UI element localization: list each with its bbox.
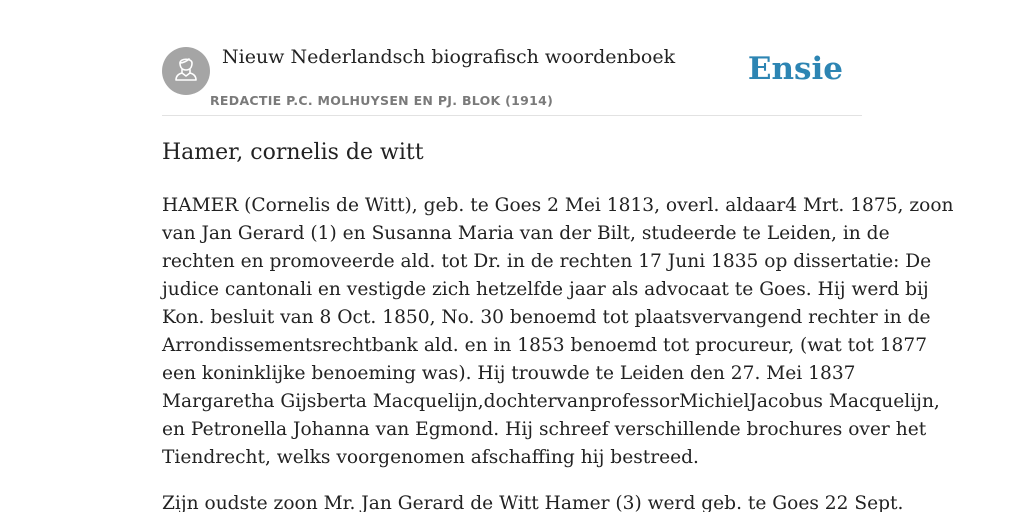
- text-line: Arrondissementsrechtbank ald. en in 1853 benoemd tot procureur, (wat tot 1877: [162, 335, 928, 356]
- book-title[interactable]: Nieuw Nederlandsch biografisch woordenboek: [222, 46, 676, 68]
- text-line: en Petronella Johanna van Egmond. Hij schreef verschillende brochures over het: [162, 419, 927, 440]
- entry-paragraph: [162, 490, 904, 512]
- text-line: Kon. besluit van 8 Oct. 1850, No. 30 benoemd tot plaatsvervangend rechter in de: [162, 307, 931, 328]
- text-line: Zijn oudste zoon Mr. Jan Gerard de Witt Hamer (3) werd geb. te Goes 22 Sept.: [162, 493, 904, 512]
- text-line: van Jan Gerard (1) en Susanna Maria van der Bilt, studeerde te Leiden, in de: [162, 223, 890, 244]
- book-editors: REDACTIE P.C. MOLHUYSEN EN PJ. BLOK (1914): [210, 93, 554, 108]
- source-header: [162, 0, 862, 116]
- text-line: rechten en promoveerde ald. tot Dr. in de rechten 17 Juni 1835 op dissertatie: De: [162, 251, 932, 272]
- text-line: judice cantonali en vestigde zich hetzelfde jaar als advocaat te Goes. Hij werd bij: [162, 279, 929, 300]
- user-icon: [173, 55, 199, 88]
- avatar[interactable]: [162, 47, 210, 95]
- brand-logo[interactable]: Ensie: [747, 51, 843, 87]
- entry-paragraph: [162, 192, 954, 472]
- text-line: HAMER (Cornelis de Witt), geb. te Goes 2 Mei 1813, overl. aldaar4 Mrt. 1875, zoon: [162, 195, 954, 216]
- text-line: Tiendrecht, welks voorgenomen afschaffing hij bestreed.: [162, 447, 699, 468]
- text-line: Margaretha Gijsberta Macquelijn,dochtervanprofessorMichielJacobus Macquelijn,: [162, 391, 940, 412]
- entry-title: Hamer, cornelis de witt: [162, 140, 424, 165]
- entry-body: [162, 192, 954, 512]
- text-line: een koninklijke benoeming was). Hij trouwde te Leiden den 27. Mei 1837: [162, 363, 856, 384]
